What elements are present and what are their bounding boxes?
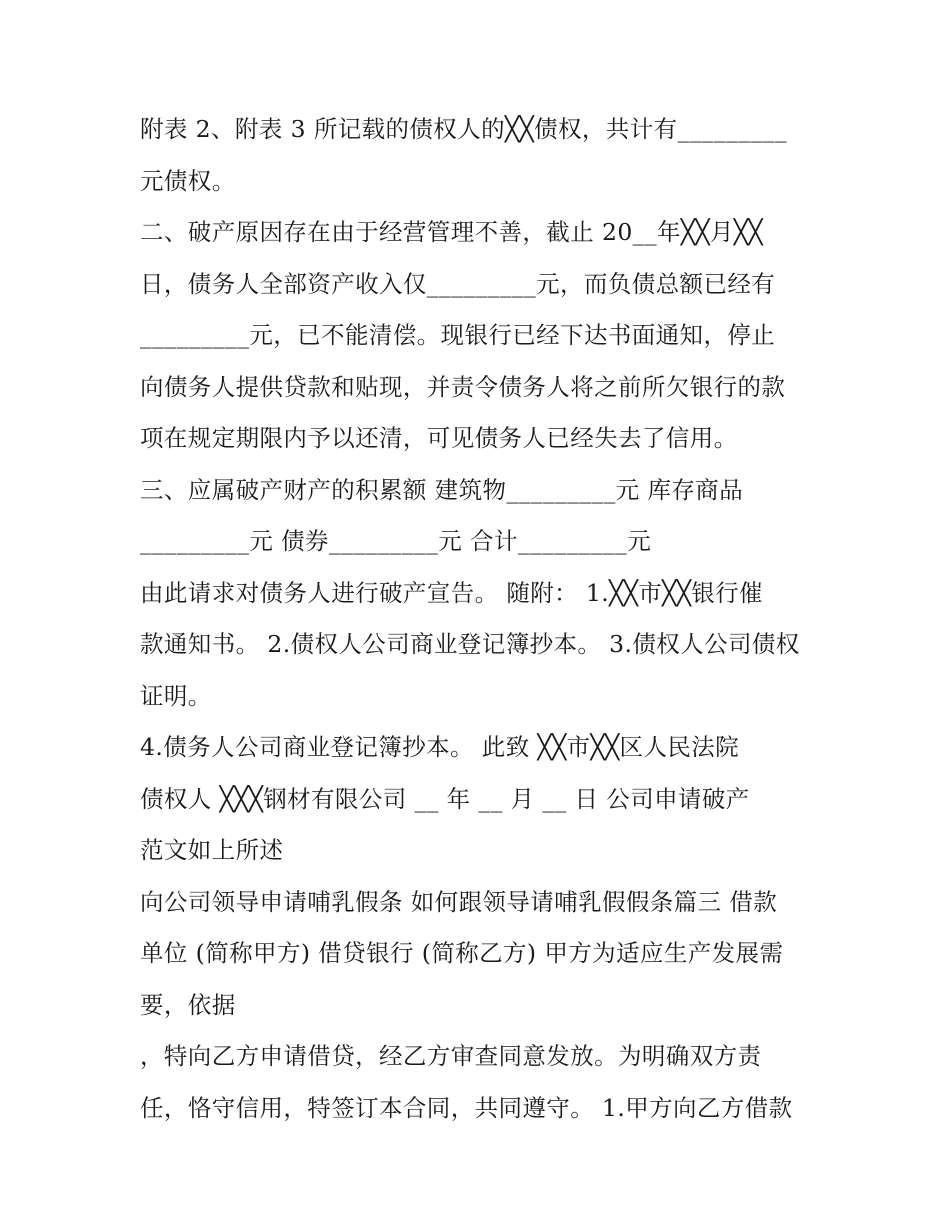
text-line: 日，债务人全部资产收入仅_________元，而负债总额已经有 [140,269,776,298]
text-line: 范文如上所述 [140,836,284,864]
text-line: _________元 债券_________元 合计_________元 [140,527,652,555]
text-line: 要，依据 [140,990,236,1019]
text-line: 向公司领导申请哺乳假条 如何跟领导请哺乳假假条篇三 借款 [140,887,778,916]
text-line: 证明。 [140,681,212,710]
text-line: 由此请求对债务人进行破产宣告。 随附： 1.╳╳市╳╳银行催 [140,578,763,607]
text-line: 附表 2、附表 3 所记载的债权人的╳╳债权，共计有_________ [140,115,787,143]
text-line: 项在规定期限内予以还清，可见债务人已经失去了信用。 [140,424,738,452]
text-line: _________元，已不能清偿。现银行已经下达书面通知，停止 [140,321,776,349]
document-body [140,104,830,1134]
text-line: 二、破产原因存在由于经营管理不善，截止 20__年╳╳月╳╳ [140,218,763,246]
text-line: 债权人 ╳╳╳钢材有限公司 __ 年 __ 月 __ 日 公司申请破产 [140,784,750,813]
text-line: ，特向乙方申请借贷，经乙方审查同意发放。为明确双方责 [140,1042,762,1070]
text-line: 任，恪守信用，特签订本合同，共同遵守。 1.甲方向乙方借款 [140,1093,793,1122]
text-line: 4.债务人公司商业登记簿抄本。 此致 ╳╳市╳╳区人民法院 [140,733,740,761]
text-line: 向债务人提供贷款和贴现，并责令债务人将之前所欠银行的款 [140,372,786,401]
text-line: 元债权。 [140,166,236,195]
text-line: 单位 (简称甲方) 借贷银行 (简称乙方) 甲方为适应生产发展需 [140,939,784,967]
text-line: 三、应属破产财产的积累额 建筑物_________元 库存商品 [140,475,744,504]
text-line: 款通知书。 2.债权人公司商业登记簿抄本。 3.债权人公司债权 [140,630,800,658]
